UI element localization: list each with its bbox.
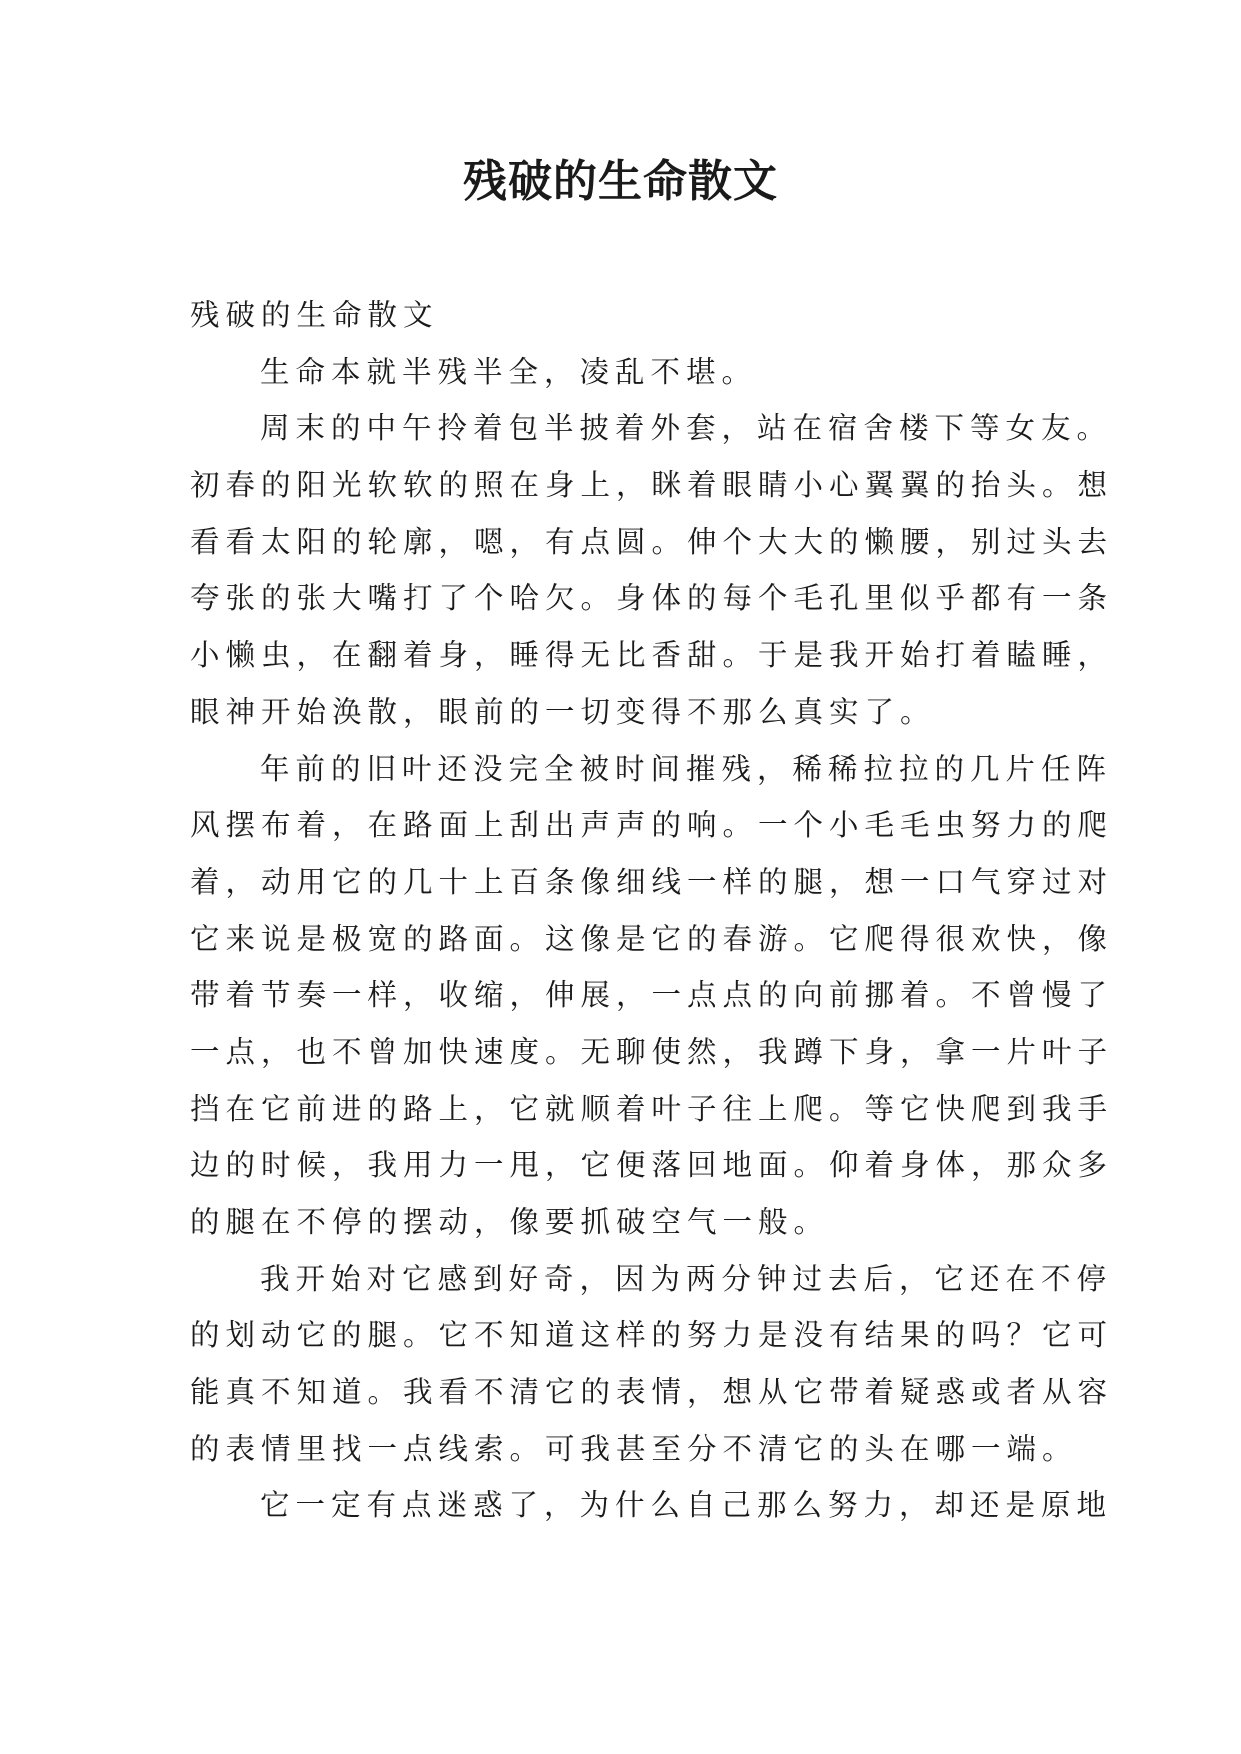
- text-line: 挡在它前进的路上，它就顺着叶子往上爬。等它快爬到我手: [190, 1091, 1114, 1126]
- text-line: 的腿在不停的摆动，像要抓破空气一般。: [190, 1205, 830, 1239]
- text-line: 看看太阳的轮廓，嗯，有点圆。伸个大大的懒腰，别过头去: [190, 524, 1114, 559]
- text-line: 能真不知道。我看不清它的表情，想从它带着疑惑或者从容: [190, 1375, 1114, 1410]
- text-line: 着，动用它的几十上百条像细线一样的腿，想一口气穿过对: [190, 864, 1114, 899]
- text-line: 它一定有点迷惑了，为什么自己那么努力，却还是原地: [260, 1488, 1113, 1523]
- text-line: 周末的中午拎着包半披着外套，站在宿舍楼下等女友。: [260, 411, 1113, 446]
- text-line: 的表情里找一点线索。可我甚至分不清它的头在哪一端。: [190, 1431, 1078, 1466]
- text-line: 一点，也不曾加快速度。无聊使然，我蹲下身，拿一片叶子: [190, 1034, 1114, 1069]
- text-line: 眼神开始涣散，眼前的一切变得不那么真实了。: [190, 694, 936, 729]
- text-line: 边的时候，我用力一甩，它便落回地面。仰着身体，那众多: [190, 1148, 1114, 1183]
- text-line: 年前的旧叶还没完全被时间摧残，稀稀拉拉的几片任阵: [260, 751, 1113, 786]
- text-line: 残破的生命散文: [190, 298, 439, 332]
- text-line: 初春的阳光软软的照在身上，眯着眼睛小心翼翼的抬头。想: [190, 468, 1114, 503]
- document-title: 残破的生命散文: [463, 156, 778, 207]
- text-line: 我开始对它感到好奇，因为两分钟过去后，它还在不停: [260, 1261, 1113, 1296]
- text-line: 生命本就半残半全，凌乱不堪。: [260, 354, 758, 389]
- text-line: 风摆布着，在路面上刮出声声的响。一个小毛毛虫努力的爬: [190, 808, 1114, 843]
- text-line: 带着节奏一样，收缩，伸展，一点点的向前挪着。不曾慢了: [190, 978, 1114, 1013]
- text-line: 它来说是极宽的路面。这像是它的春游。它爬得很欢快，像: [190, 921, 1114, 956]
- document-body: [190, 287, 1114, 1534]
- text-line: 的划动它的腿。它不知道这样的努力是没有结果的吗？它可: [190, 1318, 1114, 1353]
- text-line: 小懒虫，在翻着身，睡得无比香甜。于是我开始打着瞌睡，: [190, 638, 1114, 673]
- text-line: 夸张的张大嘴打了个哈欠。身体的每个毛孔里似乎都有一条: [190, 581, 1114, 616]
